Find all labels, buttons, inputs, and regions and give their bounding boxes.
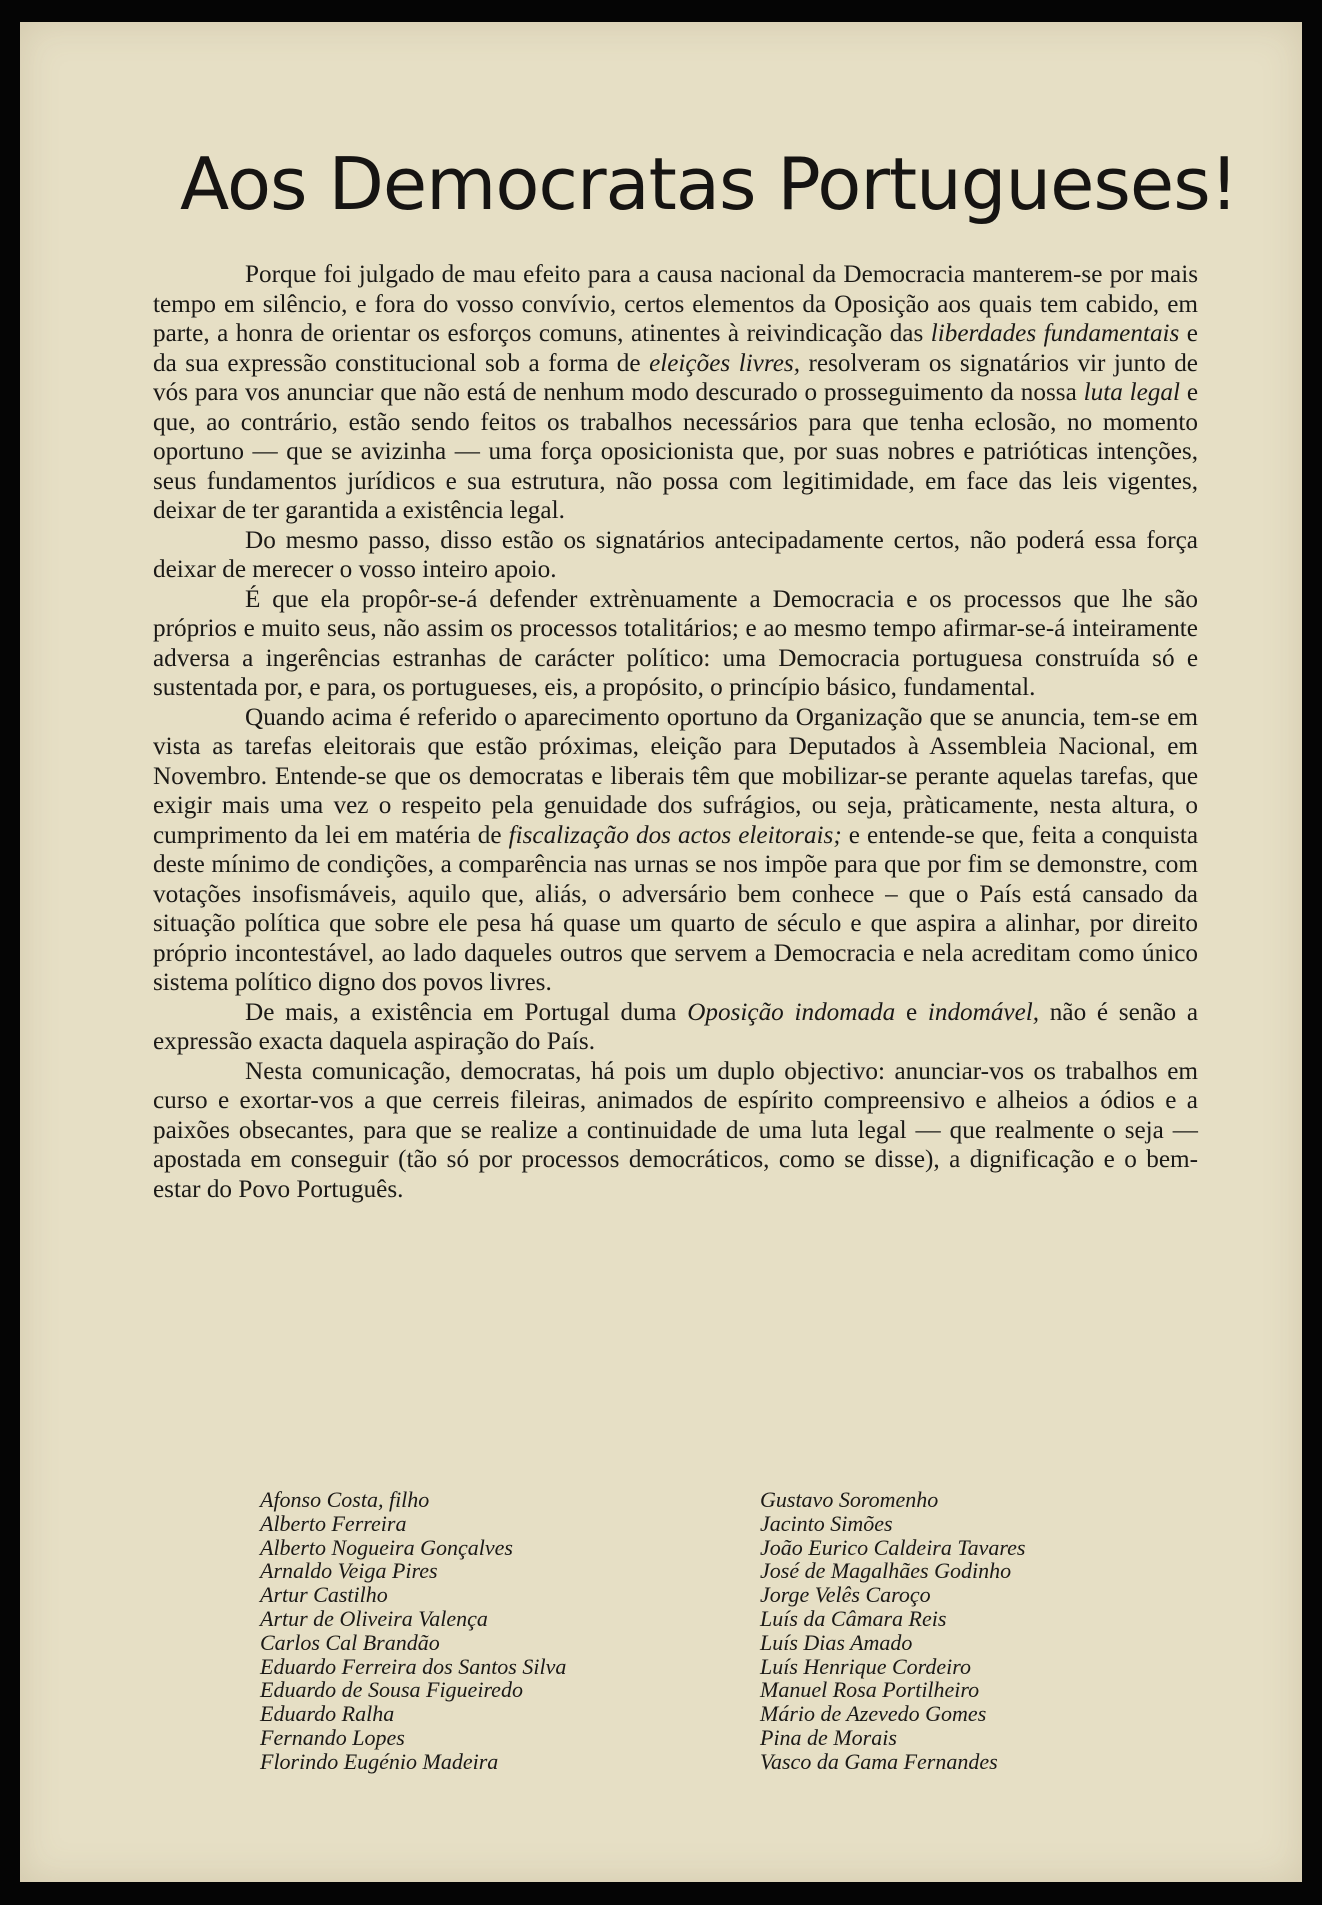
paragraph-text: Nesta comunicação, democratas, há pois um duplo objectivo: anunciar-vos os trabalhos em curso e exortar-vos a que cerreis fileiras, animados de espírito compreensivo e alheios a ódios e a paixões obsecantes, para que se realize a continuidade de uma luta legal — que realmente o seja — apostada em conseguir (tão só por processos democráticos, como se disse), a dignificação e o bem-estar do Povo Português. — [153, 1057, 1198, 1203]
emphasis-text: indomável, — [927, 998, 1040, 1026]
paragraph-text: e entende-se que, feita a conquista deste mínimo de condições, a comparência nas urnas se nos impõe para que por fim se demonstre, com votações insofismáveis, aquilo que, aliás, o adversário bem conhece – que o País está cansado da situação política que sobre ele pesa há quase um quarto de século e que aspira a alinhar, por direito próprio incontestável, ao lado daqueles outros que servem a Democracia e nela acreditam como único sistema político digno dos povos livres. — [153, 821, 1199, 996]
signatory-name: Carlos Cal Brandão — [260, 1629, 440, 1655]
emphasis-text: eleições livres, — [649, 349, 801, 377]
paragraph-text: e da sua expressão constitucional sob a forma de — [153, 320, 1198, 377]
signatory-name: Alberto Ferreira — [260, 1510, 407, 1536]
paragraph — [153, 526, 1198, 585]
emphasis-text: liberdades fundamentais — [930, 320, 1180, 347]
signatory-name: Artur Castilho — [260, 1582, 388, 1608]
paragraph — [153, 585, 1198, 703]
emphasis-text: luta legal — [1083, 379, 1180, 406]
signatory-name: Alberto Nogueira Gonçalves — [260, 1534, 513, 1560]
signatories-right-column — [760, 1488, 1220, 1774]
signatory-name: Mário de Azevedo Gomes — [760, 1701, 987, 1727]
document-body — [153, 260, 1198, 1204]
paper-sheet — [20, 22, 1302, 1882]
signatory-name: Luís Henrique Cordeiro — [760, 1653, 972, 1679]
paragraph-text: Porque foi julgado de mau efeito para a causa nacional da Democracia manterem-se por mais tempo em silêncio, e fora do vosso convívio, certos elementos da Oposição aos quais tem cabido, em parte, a honra de orientar os esforços comuns, atinentes à reivindicação das — [153, 261, 1198, 347]
signatory-name: Luís da Câmara Reis — [760, 1605, 947, 1631]
paragraph — [153, 1057, 1198, 1205]
signatory-name: Vasco da Gama Fernandes — [760, 1748, 998, 1774]
paragraph-text: e que, ao contrário, estão sendo feitos os trabalhos necessários para que tenha eclosão, no momento oportuno — que se avizinha — uma força oposicionista que, por suas nobres e patrióticas intenções, seus fundamentos jurídicos e sua estrutura, não possa com legitimidade, em face das leis vigentes, deixar de ter garantida a existência legal. — [153, 379, 1199, 524]
emphasis-text: fiscalização dos actos eleitorais; — [508, 821, 842, 849]
signatory-name: João Eurico Caldeira Tavares — [760, 1534, 1026, 1560]
signatory-name: Jorge Velês Caroço — [760, 1582, 931, 1608]
signatory-name: Fernando Lopes — [260, 1724, 405, 1750]
paragraph — [153, 998, 1198, 1057]
signatory-name: Jacinto Simões — [760, 1510, 893, 1536]
emphasis-text: Oposição indomada — [687, 998, 896, 1026]
signatory-name: Eduardo Ferreira dos Santos Silva — [260, 1653, 567, 1679]
signatory-name: Arnaldo Veiga Pires — [260, 1558, 438, 1584]
signatories-left-column — [260, 1488, 720, 1774]
signatory-name: Luís Dias Amado — [760, 1629, 913, 1655]
signatory-name: Eduardo de Sousa Figueiredo — [260, 1677, 523, 1703]
signatory-name: Florindo Eugénio Madeira — [260, 1748, 499, 1774]
paragraph-text: resolveram os signatários vir junto de vós para vos anunciar que não está de nenhum modo descurado o prosseguimento da nossa — [153, 349, 1198, 406]
signatory-name: Artur de Oliveira Valença — [260, 1605, 488, 1631]
signatory-name: Gustavo Soromenho — [760, 1487, 939, 1512]
signatory-name: Pina de Morais — [760, 1724, 897, 1750]
paragraph-text: De mais, a existência em Portugal duma — [245, 998, 688, 1026]
signatory-name: Afonso Costa, filho — [260, 1487, 430, 1512]
paragraph-text: Quando acima é referido o aparecimento oportuno da Organização que se anuncia, tem-se em vista as tarefas eleitorais que estão próximas, eleição para Deputados à Assembleia Nacional, em Novembro. Entende-se que os democratas e liberais têm que mobilizar-se perante aquelas tarefas, que exigir mais uma vez o respeito pela genuidade dos sufrágios, ou seja, pràticamente, nesta altura, o cumprimento da lei em matéria de — [153, 703, 1198, 849]
signatory-name: José de Magalhães Godinho — [760, 1558, 1012, 1584]
paragraph-text: Do mesmo passo, disso estão os signatários antecipadamente certos, não poderá essa força deixar de merecer o vosso inteiro apoio. — [153, 526, 1198, 583]
paragraph-text: não é senão a expressão exacta daquela aspiração do País. — [153, 998, 1199, 1055]
paragraph — [153, 260, 1198, 526]
signatory-name: Eduardo Ralha — [260, 1701, 395, 1727]
paragraph-text: É que ela propôr-se-á defender extrènuamente a Democracia e os processos que lhe são próprios e muito seus, não assim os processos totalitários; e ao mesmo tempo afirmar-se-á inteiramente adversa a ingerências estranhas de carácter político: uma Democracia portuguesa construída só e sustentada por, e para, os portugueses, eis, a propósito, o princípio básico, fundamental. — [153, 585, 1198, 701]
signatory-name: Manuel Rosa Portilheiro — [760, 1677, 980, 1703]
paragraph-text: e — [895, 998, 928, 1026]
document-title: Aos Democratas Portugueses! — [180, 142, 1238, 226]
paragraph — [153, 703, 1198, 998]
